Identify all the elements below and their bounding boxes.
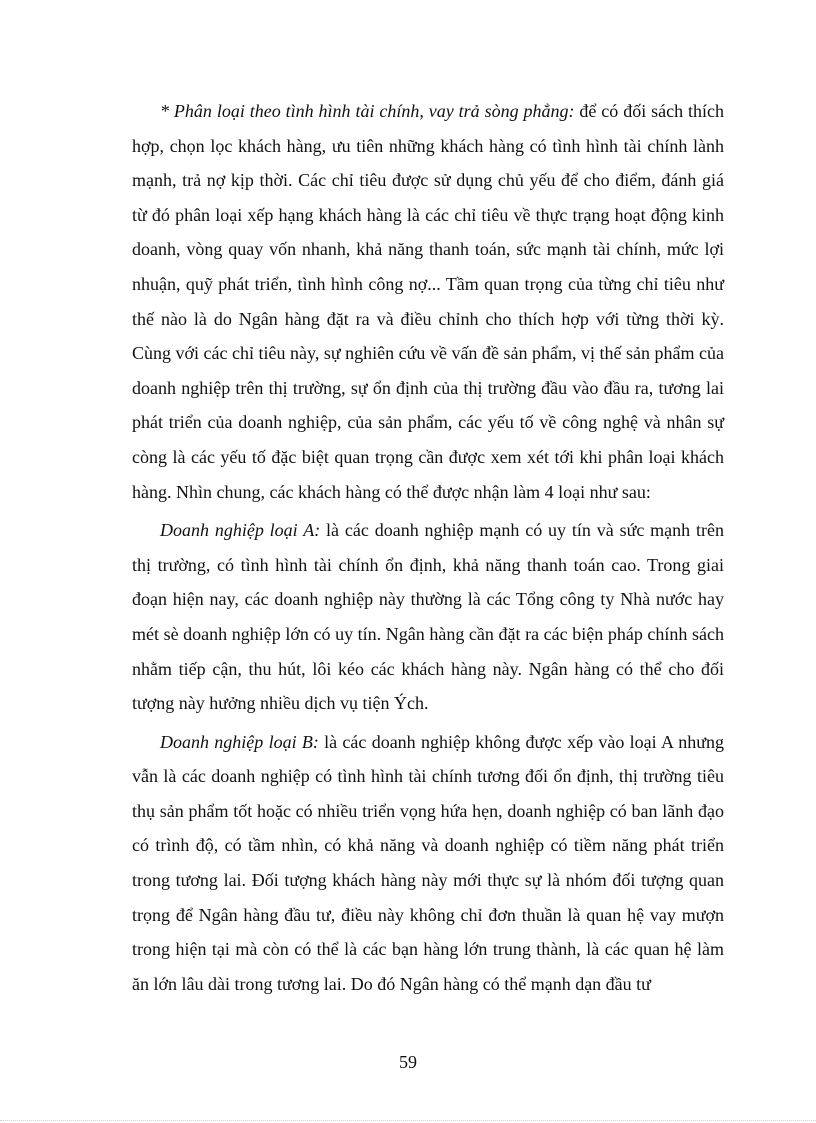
- paragraph-body: là các doanh nghiệp không được xếp vào loại A nhưng vẫn là các doanh nghiệp có tình hình tài chính tương đối ổn định, thị trường tiêu thụ sản phẩm tốt hoặc có nhiều triển vọng hứa hẹn, doanh nghiệp có ban lãnh đạo có trình độ, có tầm nhìn, có khả năng và doanh nghiệp có tiềm năng phát triển trong tương lai. Đối tượng khách hàng này mới thực sự là nhóm đối tượng quan trọng để Ngân hàng đầu tư, điều này không chỉ đơn thuần là quan hệ vay mượn trong hiện tại mà còn có thể là các bạn hàng lớn trung thành, là các quan hệ làm ăn lớn lâu dài trong tương lai. Do đó Ngân hàng có thể mạnh dạn đầu tư: [132, 731, 724, 994]
- paragraph-body: để có đối sách thích hợp, chọn lọc khách hàng, ưu tiên những khách hàng có tình hình tài chính lành mạnh, trả nợ kịp thời. Các chỉ tiêu được sử dụng chủ yếu để cho điểm, đánh giá từ đó phân loại xếp hạng khách hàng là các chỉ tiêu về thực trạng hoạt động kinh doanh, vòng quay vốn nhanh, khả năng thanh toán, sức mạnh tài chính, mức lợi nhuận, quỹ phát triển, tình hình công nợ... Tầm quan trọng của từng chỉ tiêu như thế nào là do Ngân hàng đặt ra và điều chỉnh cho thích hợp với từng thời kỳ. Cùng với các chỉ tiêu này, sự nghiên cứu về vấn đề sản phẩm, vị thế sản phẩm của doanh nghiệp trên thị trường, sự ổn định của thị trường đầu vào đầu ra, tương lai phát triển của doanh nghiệp, của sản phẩm, các yếu tố về công nghệ và nhân sự còng là các yếu tố đặc biệt quan trọng cần được xem xét tới khi phân loại khách hàng. Nhìn chung, các khách hàng có thể được nhận làm 4 loại như sau:: [132, 101, 724, 502]
- paragraph-body: là các doanh nghiệp mạnh có uy tín và sức mạnh trên thị trường, có tình hình tài chính ổn định, khả năng thanh toán cao. Trong giai đoạn hiện nay, các doanh nghiệp này thường là các Tổng công ty Nhà nước hay mét sè doanh nghiệp lớn có uy tín. Ngân hàng cần đặt ra các biện pháp chính sách nhằm tiếp cận, thu hút, lôi kéo các khách hàng này. Ngân hàng có thể cho đối tượng này hưởng nhiều dịch vụ tiện Ých.: [132, 520, 724, 714]
- paragraph-enterprise-type-a: [132, 513, 724, 721]
- paragraph-classification-financial: [132, 94, 724, 509]
- paragraph-lead: * Phân loại theo tình hình tài chính, vay trả sòng phẳng:: [160, 101, 575, 121]
- page-bottom-divider: [0, 1120, 816, 1121]
- page-number: 59: [399, 1052, 417, 1072]
- paragraph-enterprise-type-b: [132, 725, 724, 1002]
- paragraph-lead: Doanh nghiệp loại A:: [160, 520, 321, 541]
- paragraph-lead: Doanh nghiệp loại B:: [160, 731, 319, 752]
